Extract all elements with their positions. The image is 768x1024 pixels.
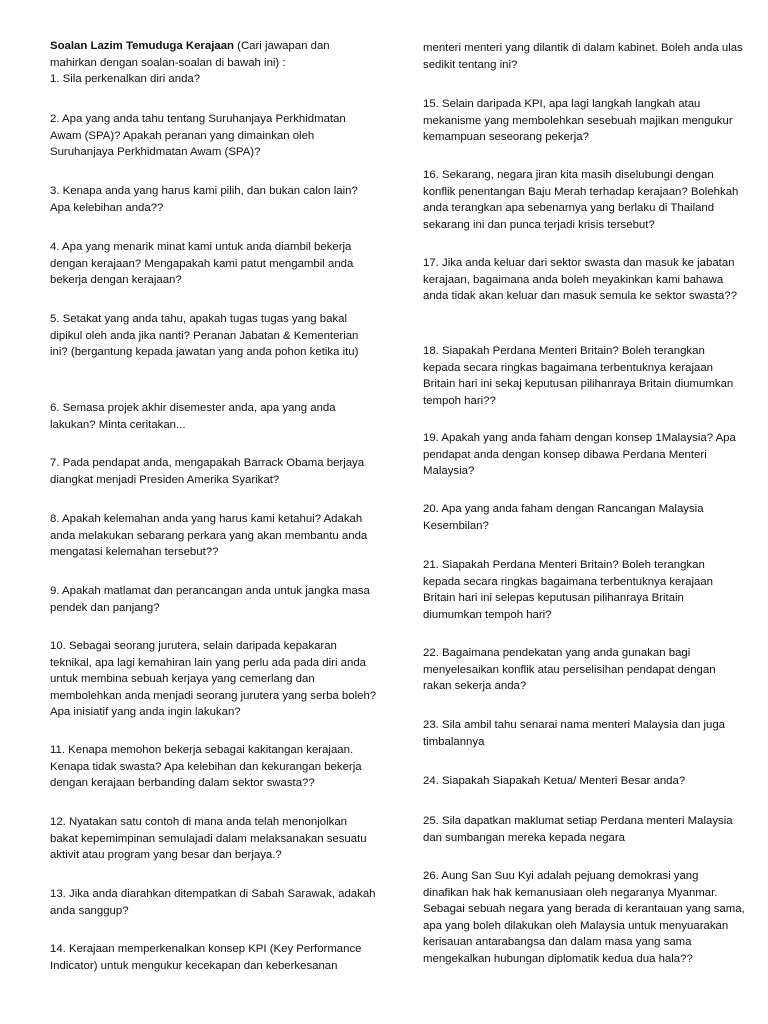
question-2: 2. Apa yang anda tahu tentang Suruhanjaya Perkhidmatan Awam (SPA)? Apakah peranan yang dimainkan oleh Suruhanjaya Perkhidmatan Awam (SPA)? bbox=[50, 113, 346, 159]
document-heading bbox=[50, 38, 378, 71]
question-8: 8. Apakah kelemahan anda yang harus kami ketahui? Adakah anda melakukan sebarang perkara yang akan membantu anda mengatasi kelemahan tersebut?? bbox=[50, 513, 368, 559]
question-5: 5. Setakat yang anda tahu, apakah tugas tugas yang bakal dipikul oleh anda jika nanti? Peranan Jabatan & Kementerian ini? (bergantung kepada jawatan yang anda pohon ketika itu) bbox=[50, 313, 359, 359]
question-19: 19. Apakah yang anda faham dengan konsep 1Malaysia? Apa pendapat anda dengan konsep dibawa Perdana Menteri Malaysia? bbox=[423, 432, 736, 478]
question-20: 20. Apa yang anda faham dengan Rancangan Malaysia Kesembilan? bbox=[423, 503, 704, 532]
question-16: 16. Sekarang, negara jiran kita masih diselubungi dengan konflik penentangan Baju Merah terhadap kerajaan? Bolehkah anda terangkan apa sebenarnya yang berlaku di Thailand sekarang ini dan punca terjadi krisis tersebut? bbox=[423, 169, 739, 231]
question-3: 3. Kenapa anda yang harus kami pilih, dan bukan calon lain? Apa kelebihan anda?? bbox=[50, 185, 358, 214]
question-10: 10. Sebagai seorang jurutera, selain daripada kepakaran teknikal, apa lagi kemahiran lain yang perlu ada pada diri anda untuk membina sebuah kerjaya yang cemerlang dan membolehkan anda menjadi seorang jurutera yang serba boleh? Apa inisiatif yang anda ingin lakukan? bbox=[50, 640, 377, 719]
question-6: 6. Semasa projek akhir disemester anda, apa yang anda lakukan? Minta ceritakan... bbox=[50, 402, 336, 431]
question-22: 22. Bagaimana pendekatan yang anda gunakan bagi menyelesaikan konflik atau perselisihan pendapat dengan rakan sekerja anda? bbox=[423, 647, 716, 693]
question-12: 12. Nyatakan satu contoh di mana anda telah menonjolkan bakat kepemimpinan semulajadi dalam melaksanakan sesuatu aktivit atau program yang besar dan berjaya.? bbox=[50, 816, 367, 862]
question-4: 4. Apa yang menarik minat kami untuk anda diambil bekerja dengan kerajaan? Mengapakah kami patut mengambil anda bekerja dengan kerajaan? bbox=[50, 241, 354, 287]
document-title-note: (Cari jawapan dan mahirkan dengan soalan-soalan di bawah ini) : bbox=[50, 40, 330, 69]
question-21: 21. Siapakah Perdana Menteri Britain? Boleh terangkan kepada secara ringkas bagaimana terbentuknya kerajaan Britain hari ini selepas keputusan pilihanraya Britain diumumkan tempoh hari? bbox=[423, 559, 714, 621]
question-14: 14. Kerajaan memperkenalkan konsep KPI (Key Performance Indicator) untuk mengukur kecekapan dan keberkesanan bbox=[50, 943, 362, 972]
question-1: 1. Sila perkenalkan diri anda? bbox=[50, 73, 201, 85]
question-7: 7. Pada pendapat anda, mengapakah Barrack Obama berjaya diangkat menjadi Presiden Amerika Syarikat? bbox=[50, 457, 365, 486]
document-title: Soalan Lazim Temuduga Kerajaan bbox=[50, 40, 234, 52]
question-11: 11. Kenapa memohon bekerja sebagai kakitangan kerajaan. Kenapa tidak swasta? Apa kelebihan dan kekurangan bekerja dengan kerajaan berbanding dalam sektor swasta?? bbox=[50, 744, 362, 790]
question-25: 25. Sila dapatkan maklumat setiap Perdana menteri Malaysia dan sumbangan mereka kepada negara bbox=[423, 815, 733, 844]
question-13: 13. Jika anda diarahkan ditempatkan di Sabah Sarawak, adakah anda sanggup? bbox=[50, 888, 376, 917]
question-18: 18. Siapakah Perdana Menteri Britain? Boleh terangkan kepada secara ringkas bagaimana terbentuknya kerajaan Britain hari ini sekaj keputusan pilihanraya Britain diumumkan tempoh hari?? bbox=[423, 345, 734, 407]
question-9: 9. Apakah matlamat dan perancangan anda untuk jangka masa pendek dan panjang? bbox=[50, 585, 370, 614]
question-23: 23. Sila ambil tahu senarai nama menteri Malaysia dan juga timbalannya bbox=[423, 719, 726, 748]
question-26: 26. Aung San Suu Kyi adalah pejuang demokrasi yang dinafikan hak hak kemanusiaan oleh negaranya Myanmar. Sebagai sebuah negara yang berada di kerantauan yang sama, apa yang boleh dilakukan oleh Malaysia untuk menyuarakan kerisauan antarabangsa dan dalam masa yang sama mengekalkan hubungan diplomatik kedua dua hala?? bbox=[423, 870, 745, 965]
question-14-continued: menteri menteri yang dilantik di dalam kabinet. Boleh anda ulas sedikit tentang ini? bbox=[423, 42, 743, 71]
question-24: 24. Siapakah Siapakah Ketua/ Menteri Besar anda? bbox=[423, 775, 686, 787]
question-15: 15. Selain daripada KPI, apa lagi langkah langkah atau mekanisme yang membolehkan sesebuah majikan mengukur kemampuan seseorang pekerja? bbox=[423, 98, 733, 144]
question-17: 17. Jika anda keluar dari sektor swasta dan masuk ke jabatan kerajaan, bagaimana anda boleh meyakinkan kami bahawa anda tidak akan keluar dan masuk semula ke sektor swasta?? bbox=[423, 257, 738, 303]
